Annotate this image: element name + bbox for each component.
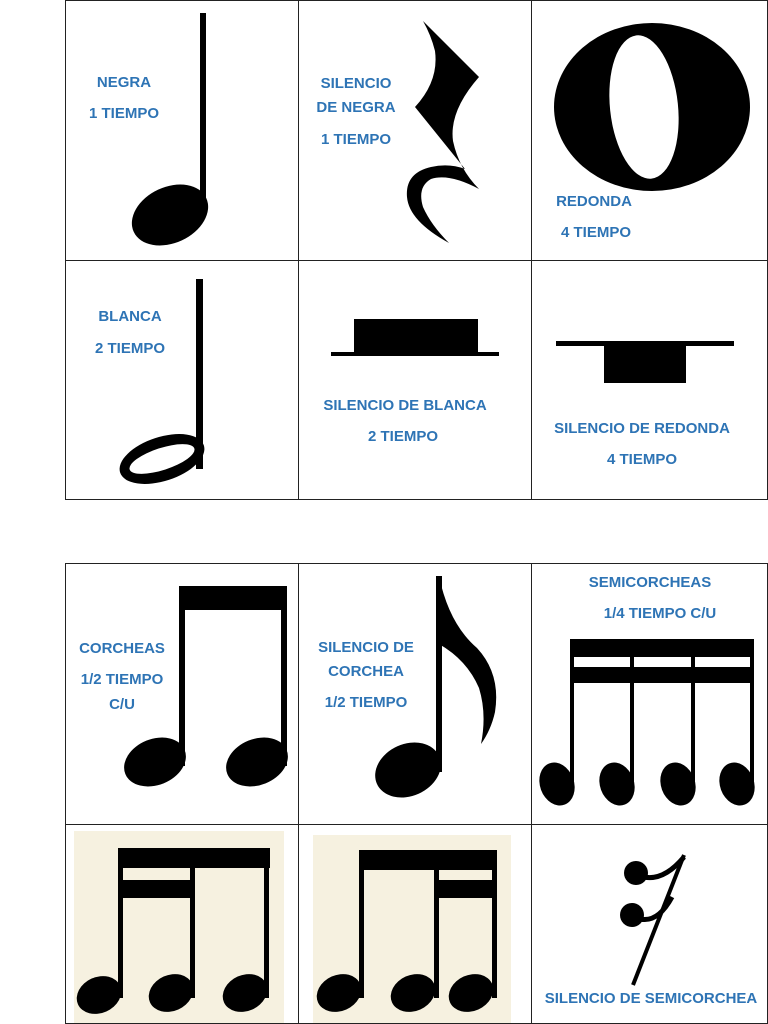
half-rest-icon xyxy=(299,261,532,500)
two-sixteenths-eighth-icon xyxy=(299,825,532,1024)
cell-redonda xyxy=(531,0,768,261)
cell-dos-semicorcheas-corchea xyxy=(298,824,532,1024)
cell-silencio-corchea xyxy=(298,563,532,825)
label-silencio-redonda-1: SILENCIO DE REDONDA xyxy=(554,420,730,437)
cell-silencio-blanca xyxy=(298,260,532,500)
label-silencio-corchea-2: CORCHEA xyxy=(328,663,404,680)
cell-negra xyxy=(65,0,299,261)
label-semicorcheas-time: 1/4 TIEMPO C/U xyxy=(603,605,717,622)
cell-semicorcheas xyxy=(531,563,768,825)
quarter-rest-icon xyxy=(299,1,532,261)
label-blanca-time: 2 TIEMPO xyxy=(94,340,165,357)
cell-corcheas xyxy=(65,563,299,825)
label-blanca-name: BLANCA xyxy=(98,308,162,325)
cell-blanca xyxy=(65,260,299,500)
label-silencio-negra-2: DE NEGRA xyxy=(316,99,396,116)
label-corcheas-name: CORCHEAS xyxy=(79,640,165,657)
label-silencio-blanca-2: 2 TIEMPO xyxy=(367,428,438,445)
label-corcheas-time: 1/2 TIEMPO xyxy=(80,671,164,688)
label-silencio-corchea-1: SILENCIO DE xyxy=(318,639,414,656)
beamed-eighth-notes-icon xyxy=(66,564,299,825)
beamed-sixteenth-notes-icon xyxy=(532,564,768,825)
label-corcheas-cu: C/U xyxy=(109,696,135,713)
half-note-icon xyxy=(66,261,299,500)
cell-silencio-negra xyxy=(298,0,532,261)
label-silencio-blanca-1: SILENCIO DE BLANCA xyxy=(323,397,487,414)
label-redonda-time: 4 TIEMPO xyxy=(560,224,631,241)
label-redonda-name: REDONDA xyxy=(556,193,632,210)
label-silencio-semicorchea: SILENCIO DE SEMICORCHEA xyxy=(544,990,758,1007)
label-silencio-redonda-2: 4 TIEMPO xyxy=(606,451,677,468)
quarter-note-icon xyxy=(66,1,299,261)
cell-silencio-semicorchea xyxy=(531,824,768,1024)
cell-silencio-redonda xyxy=(531,260,768,500)
label-negra-name: NEGRA xyxy=(96,74,152,91)
label-silencio-negra-1: SILENCIO xyxy=(320,75,392,92)
label-silencio-corchea-3: 1/2 TIEMPO xyxy=(324,694,408,711)
label-negra-time: 1 TIEMPO xyxy=(88,105,159,122)
cell-corchea-dos-semicorcheas xyxy=(65,824,299,1024)
label-semicorcheas-name: SEMICORCHEAS xyxy=(588,574,712,591)
eighth-two-sixteenths-icon xyxy=(66,825,299,1024)
label-silencio-negra-3: 1 TIEMPO xyxy=(320,131,391,148)
eighth-note-icon xyxy=(299,564,532,825)
